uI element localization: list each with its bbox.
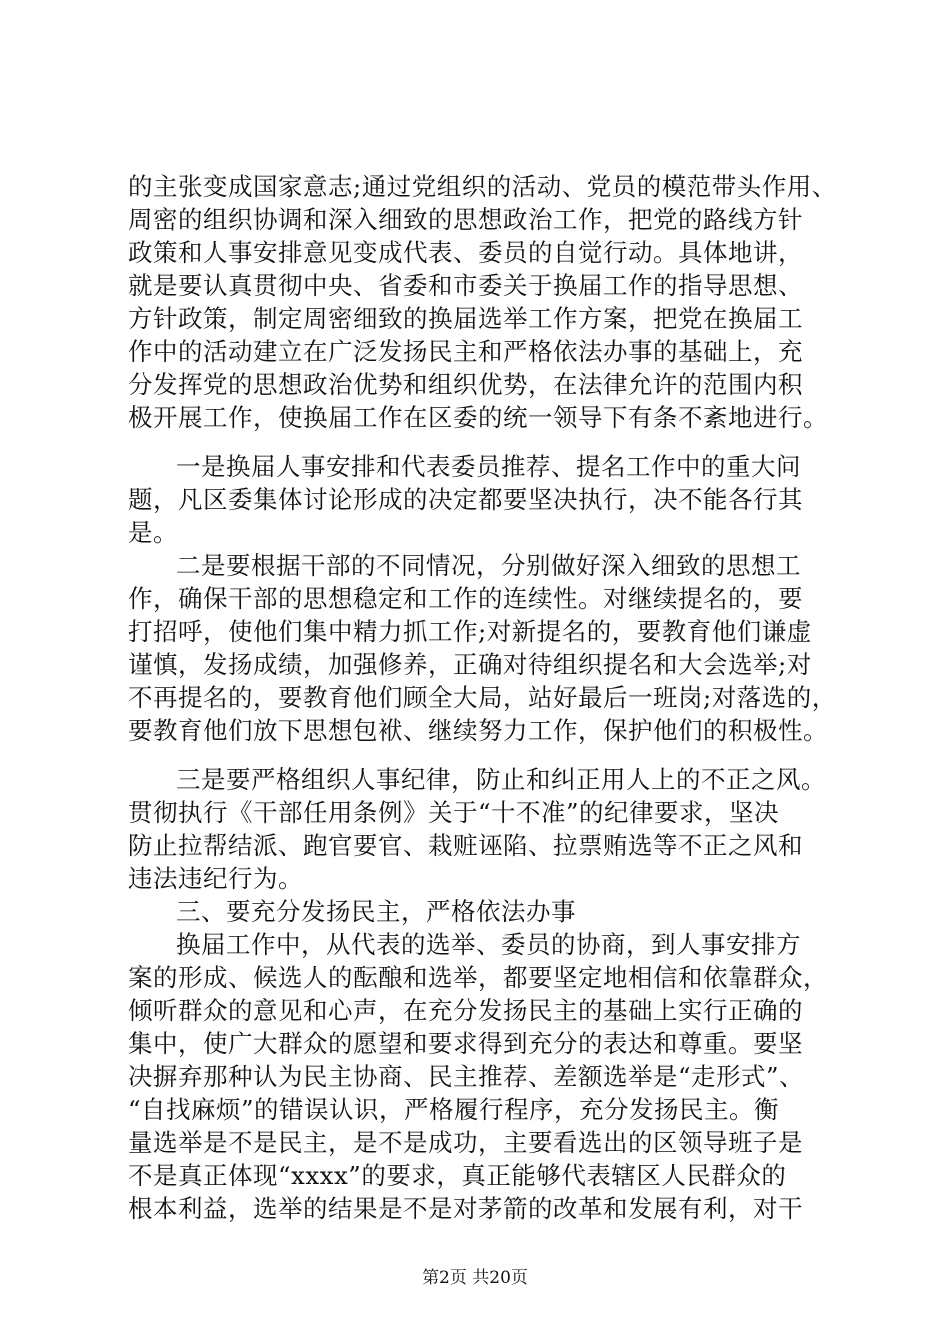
text-line: 防止拉帮结派、跑官要官、栽赃诬陷、拉票贿选等不正之风和 (128, 831, 803, 860)
text-line: 倾听群众的意见和心声，在充分发扬民主的基础上实行正确的 (128, 996, 803, 1025)
text-line: 极开展工作，使换届工作在区委的统一领导下有条不紊地进行。 (128, 403, 828, 432)
text-line: 换届工作中，从代表的选举、委员的协商，到人事安排方 (176, 930, 801, 959)
text-line: 是。 (128, 518, 178, 547)
text-line: 决摒弃那种认为民主协商、民主推荐、差额选举是“走形式”、 (128, 1062, 805, 1091)
text-line: 贯彻执行《干部任用条例》关于“十不准”的纪律要求，坚决 (128, 798, 780, 827)
page-number-footer: 第2页 共20页 (422, 1268, 528, 1288)
text-line: 方针政策，制定周密细致的换届选举工作方案，把党在换届工 (128, 304, 803, 333)
text-line: 三是要严格组织人事纪律，防止和纠正用人上的不正之风。 (176, 765, 826, 794)
text-line: 一是换届人事安排和代表委员推荐、提名工作中的重大问 (176, 452, 801, 481)
text-line: 违法违纪行为。 (128, 864, 303, 893)
text-line: 谨慎，发扬成绩，加强修养，正确对待组织提名和大会选举;对 (128, 650, 812, 679)
text-line: 分发挥党的思想政治优势和组织优势，在法律允许的范围内积 (128, 370, 803, 399)
text-line: 集中，使广大群众的愿望和要求得到充分的表达和尊重。要坚 (128, 1029, 803, 1058)
text-line: 要教育他们放下思想包袱、继续努力工作，保护他们的积极性。 (128, 716, 828, 745)
text-line: 不再提名的，要教育他们顾全大局，站好最后一班岗;对落选的， (128, 683, 837, 712)
text-line: 案的形成、候选人的酝酿和选举，都要坚定地相信和依靠群众， (128, 963, 828, 992)
text-line: 二是要根据干部的不同情况，分别做好深入细致的思想工 (176, 551, 801, 580)
section-heading: 三、要充分发扬民主，严格依法办事 (176, 897, 576, 926)
text-line: “自找麻烦”的错误认识，严格履行程序，充分发扬民主。衡 (128, 1095, 780, 1124)
text-line: 打招呼，使他们集中精力抓工作;对新提名的，要教育他们谦虚 (128, 617, 812, 646)
text-line: 根本利益，选举的结果是不是对茅箭的改革和发展有利，对干 (128, 1194, 803, 1223)
text-line: 作中的活动建立在广泛发扬民主和严格依法办事的基础上，充 (128, 337, 803, 366)
text-line: 政策和人事安排意见变成代表、委员的自觉行动。具体地讲， (128, 238, 803, 267)
text-line: 就是要认真贯彻中央、省委和市委关于换届工作的指导思想、 (128, 271, 803, 300)
text-line: 作，确保干部的思想稳定和工作的连续性。对继续提名的，要 (128, 584, 803, 613)
text-line: 周密的组织协调和深入细致的思想政治工作，把党的路线方针 (128, 205, 803, 234)
text-line: 题，凡区委集体讨论形成的决定都要坚决执行，决不能各行其 (128, 485, 803, 514)
text-line: 量选举是不是民主，是不是成功，主要看选出的区领导班子是 (128, 1128, 803, 1157)
text-line: 不是真正体现“xxxx”的要求，真正能够代表辖区人民群众的 (128, 1161, 787, 1190)
text-line: 的主张变成国家意志;通过党组织的活动、党员的模范带头作用、 (128, 172, 837, 201)
